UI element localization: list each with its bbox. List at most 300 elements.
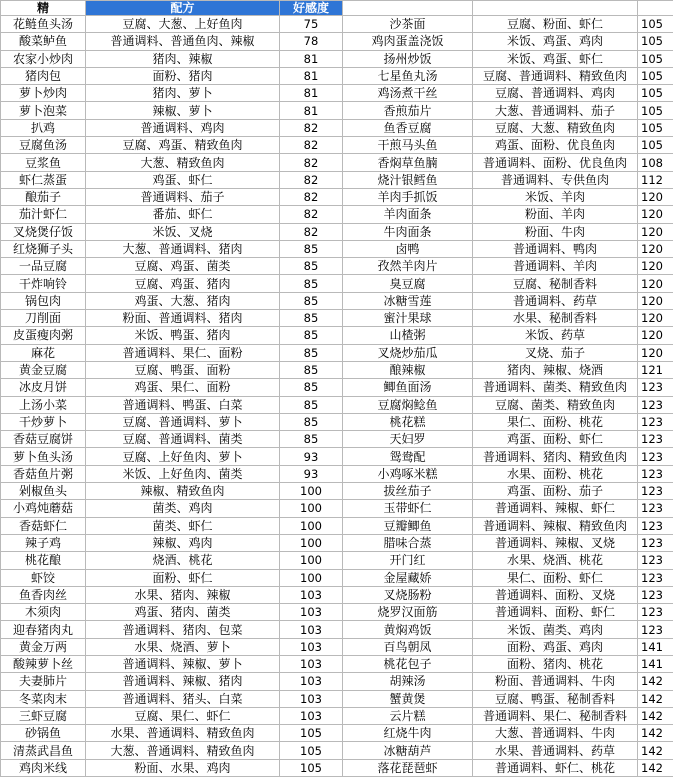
favor-cell[interactable]: 82 — [280, 188, 343, 205]
recipe-cell-2[interactable]: 豆腐、普通调料、鸡肉 — [473, 85, 638, 102]
recipe-cell[interactable]: 鸡蛋、猪肉、菌类 — [86, 604, 280, 621]
recipe-cell-2[interactable]: 普通调料、面粉、虾仁 — [473, 604, 638, 621]
recipe-cell-2[interactable]: 普通调料、羊肉 — [473, 258, 638, 275]
favor-cell-2[interactable]: 105 — [638, 67, 673, 84]
dish-cell[interactable]: 花鲢鱼头汤 — [1, 16, 86, 33]
table-row — [1, 413, 673, 430]
dish-cell[interactable]: 红烧狮子头 — [1, 240, 86, 257]
dish-cell-2[interactable]: 红烧牛肉 — [343, 725, 473, 742]
favor-cell[interactable]: 103 — [280, 655, 343, 672]
recipe-cell[interactable]: 豆腐、普通调料、萝卜 — [86, 413, 280, 430]
table-row — [1, 759, 673, 776]
recipe-cell[interactable]: 普通调料、猪头、白菜 — [86, 690, 280, 707]
dish-cell-2[interactable]: 羊肉面条 — [343, 206, 473, 223]
recipe-cell[interactable]: 豆腐、鸭蛋、面粉 — [86, 361, 280, 378]
table-row — [1, 223, 673, 240]
favor-cell[interactable]: 105 — [280, 742, 343, 759]
recipe-cell-2[interactable]: 猪肉、辣椒、烧酒 — [473, 361, 638, 378]
recipe-cell-2[interactable]: 粉面、羊肉 — [473, 206, 638, 223]
dish-cell[interactable]: 萝卜泡菜 — [1, 102, 86, 119]
dish-cell-2[interactable]: 香焖草鱼腩 — [343, 154, 473, 171]
dish-cell-2[interactable]: 开门红 — [343, 552, 473, 569]
dish-cell-2[interactable]: 臭豆腐 — [343, 275, 473, 292]
recipe-cell-2[interactable]: 水果、面粉、桃花 — [473, 465, 638, 482]
recipe-cell-2[interactable]: 水果、秘制香料 — [473, 310, 638, 327]
favor-cell-2[interactable]: 123 — [638, 483, 673, 500]
dish-cell-2[interactable]: 羊肉手抓饭 — [343, 188, 473, 205]
recipe-cell[interactable]: 豆腐、大葱、上好鱼肉 — [86, 16, 280, 33]
dish-cell-2[interactable]: 沙茶面 — [343, 16, 473, 33]
recipe-cell-2[interactable]: 面粉、鸡蛋、鸡肉 — [473, 638, 638, 655]
table-row — [1, 707, 673, 724]
favor-cell[interactable]: 85 — [280, 431, 343, 448]
table-row — [1, 465, 673, 482]
recipe-cell[interactable]: 大葱、精致鱼肉 — [86, 154, 280, 171]
dish-cell-2[interactable]: 蟹黄煲 — [343, 690, 473, 707]
dish-cell-2[interactable]: 拔丝茄子 — [343, 483, 473, 500]
recipe-cell[interactable]: 猪肉、萝卜 — [86, 85, 280, 102]
recipe-cell[interactable]: 面粉、猪肉 — [86, 67, 280, 84]
recipe-cell-2[interactable]: 大葱、普通调料、茄子 — [473, 102, 638, 119]
dish-cell[interactable]: 农家小炒肉 — [1, 50, 86, 67]
dish-cell[interactable]: 茄汁虾仁 — [1, 206, 86, 223]
favor-cell-2[interactable]: 105 — [638, 16, 673, 33]
favor-cell[interactable]: 93 — [280, 465, 343, 482]
recipe-cell[interactable]: 辣椒、鸡肉 — [86, 534, 280, 551]
dish-cell[interactable]: 桃花酿 — [1, 552, 86, 569]
dish-cell-2[interactable]: 鸳鸯配 — [343, 448, 473, 465]
dish-cell-2[interactable]: 桃花包子 — [343, 655, 473, 672]
recipe-cell[interactable]: 猪肉、辣椒 — [86, 50, 280, 67]
dish-cell[interactable]: 虾仁蒸蛋 — [1, 171, 86, 188]
table-row — [1, 586, 673, 603]
dish-cell-2[interactable]: 鲫鱼面汤 — [343, 379, 473, 396]
favor-cell[interactable]: 103 — [280, 690, 343, 707]
recipe-cell-2[interactable]: 普通调料、菌类、精致鱼肉 — [473, 379, 638, 396]
favor-cell-2[interactable]: 105 — [638, 102, 673, 119]
favor-cell[interactable]: 100 — [280, 517, 343, 534]
dish-cell[interactable]: 夫妻肺片 — [1, 673, 86, 690]
header-recipe[interactable]: 配方 — [86, 1, 280, 16]
dish-cell[interactable]: 皮蛋瘦肉粥 — [1, 327, 86, 344]
favor-cell[interactable]: 100 — [280, 483, 343, 500]
recipe-cell-2[interactable]: 米饭、羊肉 — [473, 188, 638, 205]
table-row — [1, 569, 673, 586]
recipe-cell[interactable]: 普通调料、辣椒、猪肉 — [86, 673, 280, 690]
recipe-cell-2[interactable]: 豆腐、秘制香料 — [473, 275, 638, 292]
favor-cell[interactable]: 103 — [280, 586, 343, 603]
favor-cell-2[interactable]: 120 — [638, 206, 673, 223]
dish-cell-2[interactable]: 小鸡啄米糕 — [343, 465, 473, 482]
favor-cell-2[interactable]: 142 — [638, 725, 673, 742]
recipe-cell-2[interactable]: 粉面、牛肉 — [473, 223, 638, 240]
table-row — [1, 621, 673, 638]
favor-cell-2[interactable]: 112 — [638, 171, 673, 188]
recipe-cell-2[interactable]: 鸡蛋、面粉、茄子 — [473, 483, 638, 500]
dish-cell[interactable]: 扒鸡 — [1, 119, 86, 136]
dish-cell[interactable]: 锅包肉 — [1, 292, 86, 309]
recipe-cell[interactable]: 菌类、虾仁 — [86, 517, 280, 534]
favor-cell-2[interactable]: 123 — [638, 500, 673, 517]
favor-cell-2[interactable]: 141 — [638, 655, 673, 672]
dish-cell[interactable]: 鱼香肉丝 — [1, 586, 86, 603]
dish-cell-2[interactable]: 落花琵琶虾 — [343, 759, 473, 776]
favor-cell[interactable]: 82 — [280, 154, 343, 171]
favor-cell-2[interactable]: 141 — [638, 638, 673, 655]
recipe-cell-2[interactable]: 水果、烧酒、桃花 — [473, 552, 638, 569]
favor-cell-2[interactable]: 121 — [638, 361, 673, 378]
dish-cell[interactable]: 豆腐鱼汤 — [1, 137, 86, 154]
dish-cell[interactable]: 一品豆腐 — [1, 258, 86, 275]
table-row — [1, 292, 673, 309]
dish-cell[interactable]: 香菇虾仁 — [1, 517, 86, 534]
recipe-cell-2[interactable]: 粉面、普通调料、牛肉 — [473, 673, 638, 690]
favor-cell-2[interactable]: 142 — [638, 742, 673, 759]
recipe-cell-2[interactable]: 豆腐、菌类、精致鱼肉 — [473, 396, 638, 413]
favor-cell-2[interactable]: 123 — [638, 379, 673, 396]
recipe-cell[interactable]: 水果、烧酒、萝卜 — [86, 638, 280, 655]
dish-cell[interactable]: 砂锅鱼 — [1, 725, 86, 742]
recipe-cell[interactable]: 米饭、上好鱼肉、菌类 — [86, 465, 280, 482]
table-row — [1, 673, 673, 690]
dish-cell-2[interactable]: 烧汁银鳕鱼 — [343, 171, 473, 188]
recipe-cell-2[interactable]: 豆腐、鸭蛋、秘制香料 — [473, 690, 638, 707]
favor-cell[interactable]: 103 — [280, 673, 343, 690]
dish-cell[interactable]: 鸡肉米线 — [1, 759, 86, 776]
favor-cell-2[interactable]: 123 — [638, 517, 673, 534]
dish-cell-2[interactable]: 香煎茄片 — [343, 102, 473, 119]
favor-cell[interactable]: 75 — [280, 16, 343, 33]
favor-cell-2[interactable]: 120 — [638, 310, 673, 327]
favor-cell-2[interactable]: 120 — [638, 188, 673, 205]
recipe-cell[interactable]: 普通调料、辣椒、萝卜 — [86, 655, 280, 672]
table-row — [1, 119, 673, 136]
table-row — [1, 188, 673, 205]
recipe-cell[interactable]: 豆腐、普通调料、菌类 — [86, 431, 280, 448]
table-row — [1, 534, 673, 551]
favor-cell-2[interactable]: 120 — [638, 344, 673, 361]
recipe-cell-2[interactable]: 普通调料、面粉、叉烧 — [473, 586, 638, 603]
dish-cell[interactable]: 刀削面 — [1, 310, 86, 327]
recipe-cell[interactable]: 大葱、普通调料、猪肉 — [86, 240, 280, 257]
recipe-cell-2[interactable]: 水果、普通调料、药草 — [473, 742, 638, 759]
dish-cell[interactable]: 虾饺 — [1, 569, 86, 586]
dish-cell-2[interactable]: 烧罗汉面筋 — [343, 604, 473, 621]
dish-cell[interactable]: 迎春猪肉丸 — [1, 621, 86, 638]
recipe-cell-2[interactable]: 鸡蛋、面粉、优良鱼肉 — [473, 137, 638, 154]
favor-cell[interactable]: 103 — [280, 638, 343, 655]
dish-cell[interactable]: 麻花 — [1, 344, 86, 361]
favor-cell[interactable]: 82 — [280, 223, 343, 240]
favor-cell[interactable]: 78 — [280, 33, 343, 50]
header-favor-2[interactable] — [638, 1, 673, 16]
dish-cell[interactable]: 酿茄子 — [1, 188, 86, 205]
table-row — [1, 171, 673, 188]
recipe-cell-2[interactable]: 普通调料、药草 — [473, 292, 638, 309]
recipe-cell-2[interactable]: 普通调料、辣椒、虾仁 — [473, 500, 638, 517]
favor-cell-2[interactable]: 120 — [638, 240, 673, 257]
recipe-cell-2[interactable]: 普通调料、鸭肉 — [473, 240, 638, 257]
dish-cell-2[interactable]: 胡辣汤 — [343, 673, 473, 690]
dish-cell-2[interactable]: 金屋藏娇 — [343, 569, 473, 586]
favor-cell-2[interactable]: 120 — [638, 292, 673, 309]
favor-cell-2[interactable]: 123 — [638, 448, 673, 465]
table-row — [1, 655, 673, 672]
recipe-cell-2[interactable]: 普通调料、果仁、秘制香料 — [473, 707, 638, 724]
recipe-cell-2[interactable]: 鸡蛋、面粉、虾仁 — [473, 431, 638, 448]
recipe-cell-2[interactable]: 米饭、菌类、鸡肉 — [473, 621, 638, 638]
dish-cell-2[interactable]: 云片糕 — [343, 707, 473, 724]
dish-cell-2[interactable]: 冰糖葫芦 — [343, 742, 473, 759]
favor-cell[interactable]: 93 — [280, 448, 343, 465]
table-row — [1, 483, 673, 500]
recipe-cell-2[interactable]: 米饭、鸡蛋、鸡肉 — [473, 33, 638, 50]
dish-cell-2[interactable]: 孜然羊肉片 — [343, 258, 473, 275]
dish-cell[interactable]: 萝卜炒肉 — [1, 85, 86, 102]
dish-cell-2[interactable]: 桃花糕 — [343, 413, 473, 430]
favor-cell[interactable]: 85 — [280, 275, 343, 292]
recipe-cell[interactable]: 水果、普通调料、精致鱼肉 — [86, 725, 280, 742]
favor-cell-2[interactable]: 123 — [638, 431, 673, 448]
favor-cell-2[interactable]: 120 — [638, 275, 673, 292]
favor-cell-2[interactable]: 123 — [638, 413, 673, 430]
favor-cell[interactable]: 81 — [280, 102, 343, 119]
dish-cell-2[interactable]: 玉带虾仁 — [343, 500, 473, 517]
favor-cell[interactable]: 85 — [280, 396, 343, 413]
favor-cell[interactable]: 82 — [280, 206, 343, 223]
dish-cell[interactable]: 香菇豆腐饼 — [1, 431, 86, 448]
recipe-cell[interactable]: 大葱、普通调料、精致鱼肉 — [86, 742, 280, 759]
recipe-cell[interactable]: 普通调料、猪肉、包菜 — [86, 621, 280, 638]
dish-cell-2[interactable]: 黄焖鸡饭 — [343, 621, 473, 638]
dish-cell-2[interactable]: 冰糖雪莲 — [343, 292, 473, 309]
favor-cell[interactable]: 103 — [280, 621, 343, 638]
recipe-cell[interactable]: 豆腐、鸡蛋、猪肉 — [86, 275, 280, 292]
recipe-cell[interactable]: 粉面、普通调料、猪肉 — [86, 310, 280, 327]
favor-cell-2[interactable]: 105 — [638, 119, 673, 136]
dish-cell[interactable]: 萝卜鱼头汤 — [1, 448, 86, 465]
favor-cell[interactable]: 100 — [280, 534, 343, 551]
recipe-cell-2[interactable]: 普通调料、虾仁、桃花 — [473, 759, 638, 776]
favor-cell[interactable]: 103 — [280, 604, 343, 621]
favor-cell[interactable]: 81 — [280, 67, 343, 84]
recipe-cell-2[interactable]: 米饭、药草 — [473, 327, 638, 344]
favor-cell-2[interactable]: 120 — [638, 223, 673, 240]
recipe-cell-2[interactable]: 叉烧、茄子 — [473, 344, 638, 361]
recipe-cell[interactable]: 普通调料、茄子 — [86, 188, 280, 205]
dish-cell-2[interactable]: 鸡肉蛋盖浇饭 — [343, 33, 473, 50]
header-favor[interactable]: 好感度 — [280, 1, 343, 16]
recipe-cell[interactable]: 普通调料、鸡肉 — [86, 119, 280, 136]
dish-cell-2[interactable]: 酿辣椒 — [343, 361, 473, 378]
favor-cell-2[interactable]: 123 — [638, 396, 673, 413]
favor-cell[interactable]: 82 — [280, 137, 343, 154]
favor-cell-2[interactable]: 123 — [638, 534, 673, 551]
favor-cell[interactable]: 85 — [280, 292, 343, 309]
dish-cell-2[interactable]: 鱼香豆腐 — [343, 119, 473, 136]
recipe-cell[interactable]: 辣椒、萝卜 — [86, 102, 280, 119]
dish-cell[interactable]: 酸菜鲈鱼 — [1, 33, 86, 50]
dish-cell-2[interactable]: 豆腐焖鲶鱼 — [343, 396, 473, 413]
recipe-cell-2[interactable]: 普通调料、辣椒、叉烧 — [473, 534, 638, 551]
table-row — [1, 327, 673, 344]
recipe-cell-2[interactable]: 普通调料、辣椒、精致鱼肉 — [473, 517, 638, 534]
favor-cell-2[interactable]: 123 — [638, 586, 673, 603]
dish-cell-2[interactable]: 腊味合蒸 — [343, 534, 473, 551]
favor-cell[interactable]: 85 — [280, 361, 343, 378]
table-row — [1, 448, 673, 465]
dish-cell[interactable]: 猪肉包 — [1, 67, 86, 84]
favor-cell-2[interactable]: 123 — [638, 552, 673, 569]
recipe-cell[interactable]: 水果、猪肉、辣椒 — [86, 586, 280, 603]
favor-cell-2[interactable]: 105 — [638, 33, 673, 50]
favor-cell-2[interactable]: 120 — [638, 258, 673, 275]
table-row — [1, 258, 673, 275]
favor-cell-2[interactable]: 142 — [638, 707, 673, 724]
table-row — [1, 310, 673, 327]
table-row — [1, 344, 673, 361]
recipe-cell[interactable]: 辣椒、精致鱼肉 — [86, 483, 280, 500]
favor-cell[interactable]: 85 — [280, 413, 343, 430]
table-row — [1, 67, 673, 84]
table-row — [1, 725, 673, 742]
dish-cell-2[interactable]: 叉烧肠粉 — [343, 586, 473, 603]
recipe-cell[interactable]: 菌类、鸡肉 — [86, 500, 280, 517]
recipe-cell[interactable]: 米饭、鸭蛋、猪肉 — [86, 327, 280, 344]
favor-cell-2[interactable]: 108 — [638, 154, 673, 171]
dish-cell[interactable]: 剁椒鱼头 — [1, 483, 86, 500]
dish-cell-2[interactable]: 天妇罗 — [343, 431, 473, 448]
recipe-cell-2[interactable]: 普通调料、专供鱼肉 — [473, 171, 638, 188]
recipe-cell[interactable]: 豆腐、鸡蛋、精致鱼肉 — [86, 137, 280, 154]
dish-cell-2[interactable]: 七星鱼丸汤 — [343, 67, 473, 84]
recipe-cell[interactable]: 番茄、虾仁 — [86, 206, 280, 223]
favor-cell-2[interactable]: 105 — [638, 137, 673, 154]
recipe-cell[interactable]: 普通调料、普通鱼肉、辣椒 — [86, 33, 280, 50]
recipe-cell[interactable]: 鸡蛋、果仁、面粉 — [86, 379, 280, 396]
recipe-cell[interactable]: 粉面、水果、鸡肉 — [86, 759, 280, 776]
favor-cell-2[interactable]: 105 — [638, 50, 673, 67]
table-row — [1, 50, 673, 67]
table-row — [1, 552, 673, 569]
dish-cell[interactable]: 冰皮月饼 — [1, 379, 86, 396]
table-row — [1, 85, 673, 102]
recipe-cell-2[interactable]: 大葱、普通调料、牛肉 — [473, 725, 638, 742]
recipe-cell[interactable]: 面粉、虾仁 — [86, 569, 280, 586]
recipe-cell-2[interactable]: 果仁、面粉、虾仁 — [473, 569, 638, 586]
recipe-cell[interactable]: 鸡蛋、大葱、猪肉 — [86, 292, 280, 309]
recipe-cell-2[interactable]: 豆腐、普通调料、精致鱼肉 — [473, 67, 638, 84]
dish-cell[interactable]: 辣子鸡 — [1, 534, 86, 551]
favor-cell-2[interactable]: 142 — [638, 673, 673, 690]
dish-cell[interactable]: 小鸡炖蘑菇 — [1, 500, 86, 517]
header-dish[interactable]: 精 — [1, 1, 86, 16]
favor-cell-2[interactable]: 123 — [638, 621, 673, 638]
favor-cell-2[interactable]: 123 — [638, 569, 673, 586]
dish-cell[interactable]: 冬菜肉末 — [1, 690, 86, 707]
recipe-cell-2[interactable]: 果仁、面粉、桃花 — [473, 413, 638, 430]
dish-cell-2[interactable]: 山楂粥 — [343, 327, 473, 344]
favor-cell-2[interactable]: 123 — [638, 465, 673, 482]
dish-cell[interactable]: 豆浆鱼 — [1, 154, 86, 171]
dish-cell[interactable]: 干炸响铃 — [1, 275, 86, 292]
dish-cell[interactable]: 上汤小菜 — [1, 396, 86, 413]
favor-cell[interactable]: 82 — [280, 119, 343, 136]
dish-cell[interactable]: 三虾豆腐 — [1, 707, 86, 724]
dish-cell[interactable]: 酸辣萝卜丝 — [1, 655, 86, 672]
recipe-cell-2[interactable]: 普通调料、面粉、优良鱼肉 — [473, 154, 638, 171]
dish-cell[interactable]: 香菇鱼片粥 — [1, 465, 86, 482]
table-row — [1, 137, 673, 154]
favor-cell[interactable]: 81 — [280, 50, 343, 67]
recipe-cell[interactable]: 普通调料、鸭蛋、白菜 — [86, 396, 280, 413]
dish-cell[interactable]: 木须肉 — [1, 604, 86, 621]
dish-cell-2[interactable]: 卤鸭 — [343, 240, 473, 257]
dish-cell[interactable]: 黄金豆腐 — [1, 361, 86, 378]
dish-cell[interactable]: 清蒸武昌鱼 — [1, 742, 86, 759]
dish-cell-2[interactable]: 叉烧炒茄瓜 — [343, 344, 473, 361]
dish-cell[interactable]: 叉烧煲仔饭 — [1, 223, 86, 240]
favor-cell-2[interactable]: 142 — [638, 690, 673, 707]
recipe-cell[interactable]: 豆腐、果仁、虾仁 — [86, 707, 280, 724]
favor-cell[interactable]: 82 — [280, 171, 343, 188]
header-dish-2[interactable] — [343, 1, 473, 16]
favor-cell[interactable]: 85 — [280, 327, 343, 344]
favor-cell[interactable]: 85 — [280, 310, 343, 327]
table-row — [1, 638, 673, 655]
table-row — [1, 361, 673, 378]
favor-cell[interactable]: 100 — [280, 569, 343, 586]
favor-cell[interactable]: 85 — [280, 240, 343, 257]
recipe-cell[interactable]: 鸡蛋、虾仁 — [86, 171, 280, 188]
header-recipe-2[interactable] — [473, 1, 638, 16]
dish-cell[interactable]: 干炒萝卜 — [1, 413, 86, 430]
recipe-cell-2[interactable]: 豆腐、大葱、精致鱼肉 — [473, 119, 638, 136]
dish-cell[interactable]: 黄金万两 — [1, 638, 86, 655]
favor-cell[interactable]: 85 — [280, 344, 343, 361]
favor-cell[interactable]: 81 — [280, 85, 343, 102]
recipe-cell-2[interactable]: 豆腐、粉面、虾仁 — [473, 16, 638, 33]
recipe-cell[interactable]: 豆腐、上好鱼肉、萝卜 — [86, 448, 280, 465]
dish-cell-2[interactable]: 鸡汤煮干丝 — [343, 85, 473, 102]
dish-cell-2[interactable]: 牛肉面条 — [343, 223, 473, 240]
favor-cell[interactable]: 100 — [280, 552, 343, 569]
recipe-cell-2[interactable]: 面粉、猪肉、桃花 — [473, 655, 638, 672]
recipe-cell[interactable]: 普通调料、果仁、面粉 — [86, 344, 280, 361]
dish-cell-2[interactable]: 百鸟朝凤 — [343, 638, 473, 655]
favor-cell-2[interactable]: 105 — [638, 85, 673, 102]
dish-cell-2[interactable]: 干煎马头鱼 — [343, 137, 473, 154]
dish-cell-2[interactable]: 蜜汁果球 — [343, 310, 473, 327]
favor-cell-2[interactable]: 142 — [638, 759, 673, 776]
table-row — [1, 396, 673, 413]
recipe-cell-2[interactable]: 米饭、鸡蛋、虾仁 — [473, 50, 638, 67]
dish-cell-2[interactable]: 豆瓣鲫鱼 — [343, 517, 473, 534]
favor-cell[interactable]: 85 — [280, 258, 343, 275]
favor-cell[interactable]: 85 — [280, 379, 343, 396]
recipe-cell-2[interactable]: 普通调料、猪肉、精致鱼肉 — [473, 448, 638, 465]
recipe-cell[interactable]: 豆腐、鸡蛋、菌类 — [86, 258, 280, 275]
favor-cell[interactable]: 103 — [280, 707, 343, 724]
favor-cell[interactable]: 100 — [280, 500, 343, 517]
favor-cell[interactable]: 105 — [280, 759, 343, 776]
recipe-cell[interactable]: 米饭、叉烧 — [86, 223, 280, 240]
favor-cell-2[interactable]: 120 — [638, 327, 673, 344]
favor-cell[interactable]: 105 — [280, 725, 343, 742]
dish-cell-2[interactable]: 扬州炒饭 — [343, 50, 473, 67]
favor-cell-2[interactable]: 123 — [638, 604, 673, 621]
recipe-cell[interactable]: 烧酒、桃花 — [86, 552, 280, 569]
